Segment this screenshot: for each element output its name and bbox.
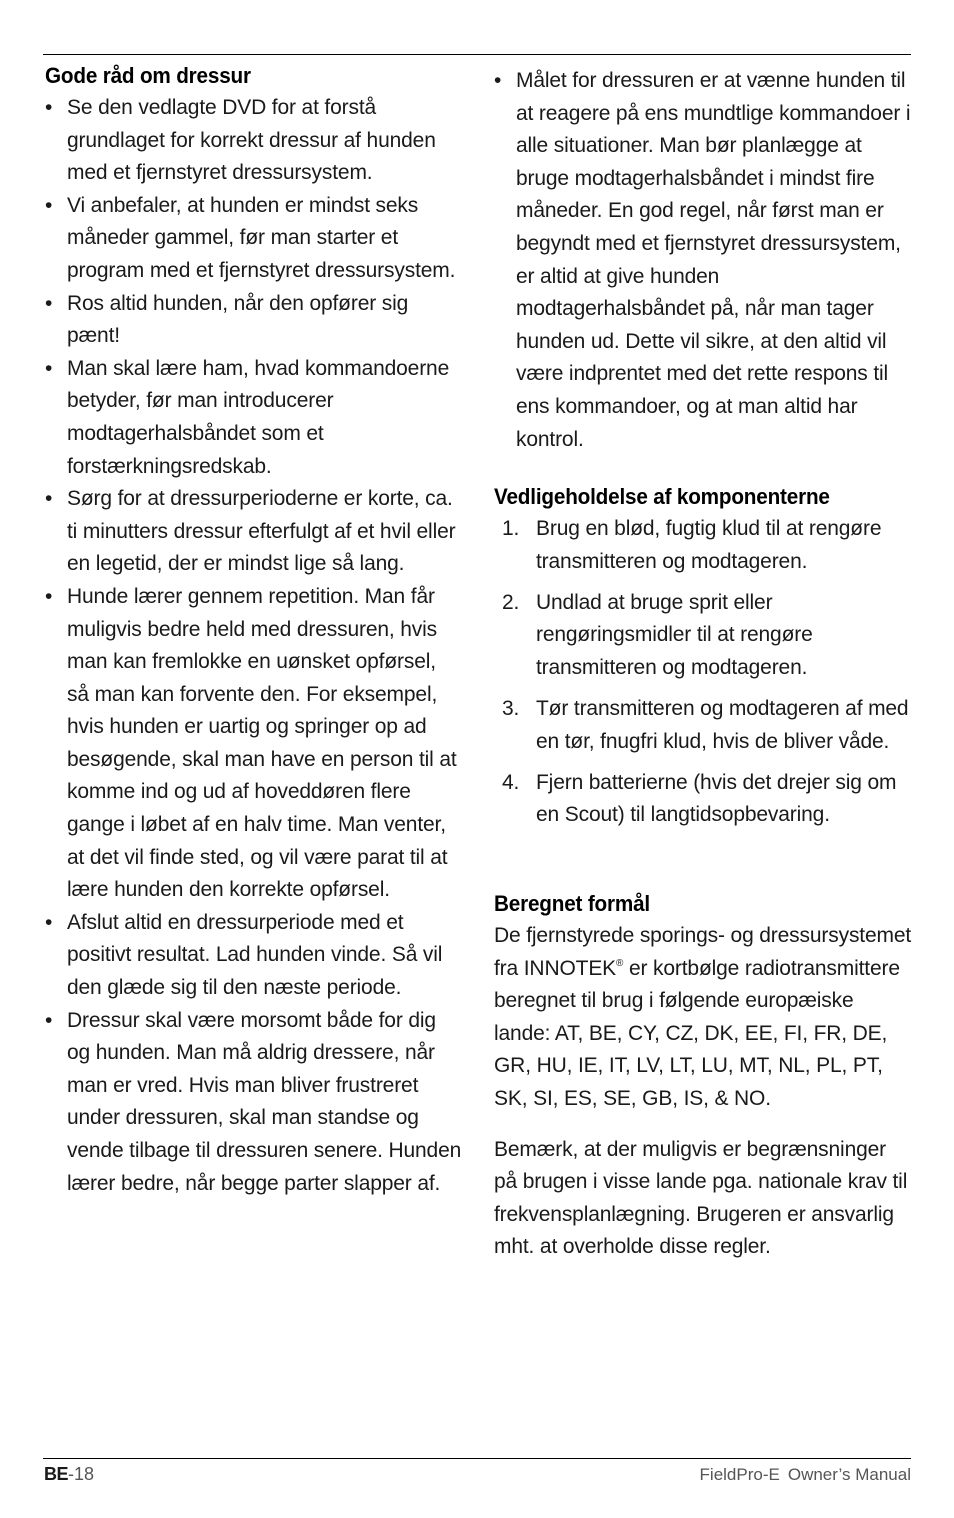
intended-use-paragraph: De fjernstyrede sporings- og dressursystemet fra INNOTEK® er kortbølge radiotransmittere beregnet til brug i følgende europæiske lande: AT, BE, CY, CZ, DK, EE, FI, FR, DE, GR, HU, IE, IT, LV, LT, LU, MT, NL, PL, PT, SK, SI, ES, SE, GB, IS, & NO.: [494, 923, 912, 1110]
maintenance-step: 1. Brug en blød, fugtig klud til at rengøre transmitteren og modtageren.: [502, 517, 882, 573]
training-goal-list: [494, 65, 912, 456]
bullet-icon: •: [45, 356, 53, 380]
tip-item: • Dressur skal være morsomt både for dig og hunden. Man må aldrig dressere, når man er vred. Hvis man bliver frustreret under dressuren, skal man standse og vende tilbage til dressuren senere. Hunden lærer bedre, når begge parter slapper af.: [45, 1005, 463, 1201]
tip-item: • Målet for dressuren er at vænne hunden til at reagere på ens mundtlige kommandoer i alle situationer. Man bør planlægge at bruge modtagerhalsbåndet i mindst fire måneder. En god regel, når først man er begyndt med et fjernstyret dressursystem, er altid at give hunden modtagerhalsbåndet på, når man tager hunden ud. Dette vil sikre, at den altid vil være indprentet med det rette respons til ens kommandoer, og at man altid har kontrol.: [494, 65, 912, 456]
left-column: [45, 60, 463, 1200]
maintenance-step: 3. Tør transmitteren og modtageren af med en tør, fnugfri klud, hvis de bliver våde.: [502, 697, 909, 753]
training-tips-heading: Gode råd om dressur: [45, 63, 251, 88]
registered-mark: ®: [616, 957, 624, 969]
manual-title: FieldPro-E Owner’s Manual: [699, 1465, 911, 1484]
tip-item: • Hunde lærer gennem repetition. Man får muligvis bedre held med dressuren, hvis man kan fremlokke en uønsket opførsel, så man kan forvente den. For eksempel, hvis hunden er uartig og springer op ad besøgende, skal man have en person til at komme ind og ud af hoveddøren flere gange i løbet af en halv time. Man venter, at det vil finde sted, og vil være parat til at lære hunden den korrekte opførsel.: [45, 581, 463, 907]
bullet-icon: •: [494, 69, 502, 92]
tip-item: • Se den vedlagte DVD for at forstå grundlaget for korrekt dressur af hunden med et fjernstyret dressursystem.: [45, 92, 463, 190]
bullet-icon: •: [45, 584, 53, 608]
bullet-icon: •: [45, 1008, 53, 1032]
restrictions-note: Bemærk, at der muligvis er begrænsninger på brugen i visse lande pga. nationale krav til frekvensplanlægning. Brugeren er ansvarlig mht. at overholde disse regler.: [494, 1137, 908, 1259]
bullet-icon: •: [45, 910, 53, 934]
page-number: BE-18: [44, 1464, 95, 1484]
tip-item: • Afslut altid en dressurperiode med et positivt resultat. Lad hunden vinde. Så vil den glæde sig til den næste periode.: [45, 907, 463, 1005]
tip-item: • Man skal lære ham, hvad kommandoerne betyder, før man introducerer modtagerhalsbåndet som et forstærkningsredskab.: [45, 353, 463, 483]
top-rule: [43, 54, 911, 55]
maintenance-steps: [494, 513, 912, 832]
maintenance-heading: Vedligeholdelse af komponenterne: [494, 484, 830, 510]
tip-item: • Ros altid hunden, når den opfører sig pænt!: [45, 288, 463, 353]
bullet-icon: •: [45, 193, 53, 217]
bullet-icon: •: [45, 96, 53, 119]
bullet-icon: •: [45, 487, 53, 511]
maintenance-step: 4. Fjern batterierne (hvis det drejer sig om en Scout) til langtidsopbevaring.: [502, 770, 897, 827]
maintenance-step: 2. Undlad at bruge sprit eller rengøringsmidler til at rengøre transmitteren og modtageren.: [502, 590, 813, 679]
bottom-rule: [43, 1458, 911, 1459]
intended-use-heading: Beregnet formål: [494, 890, 650, 916]
right-column: [494, 60, 912, 1264]
training-tips-list: [45, 92, 463, 1200]
tip-item: • Vi anbefaler, at hunden er mindst seks måneder gammel, før man starter et program med et fjernstyret dressursystem.: [45, 190, 463, 288]
bullet-icon: •: [45, 291, 53, 315]
tip-item: • Sørg for at dressurperioderne er korte, ca. ti minutters dressur efterfulgt af et hvil eller en legetid, der er mindst lige så lang.: [45, 483, 463, 581]
language-code: BE: [44, 1464, 69, 1484]
